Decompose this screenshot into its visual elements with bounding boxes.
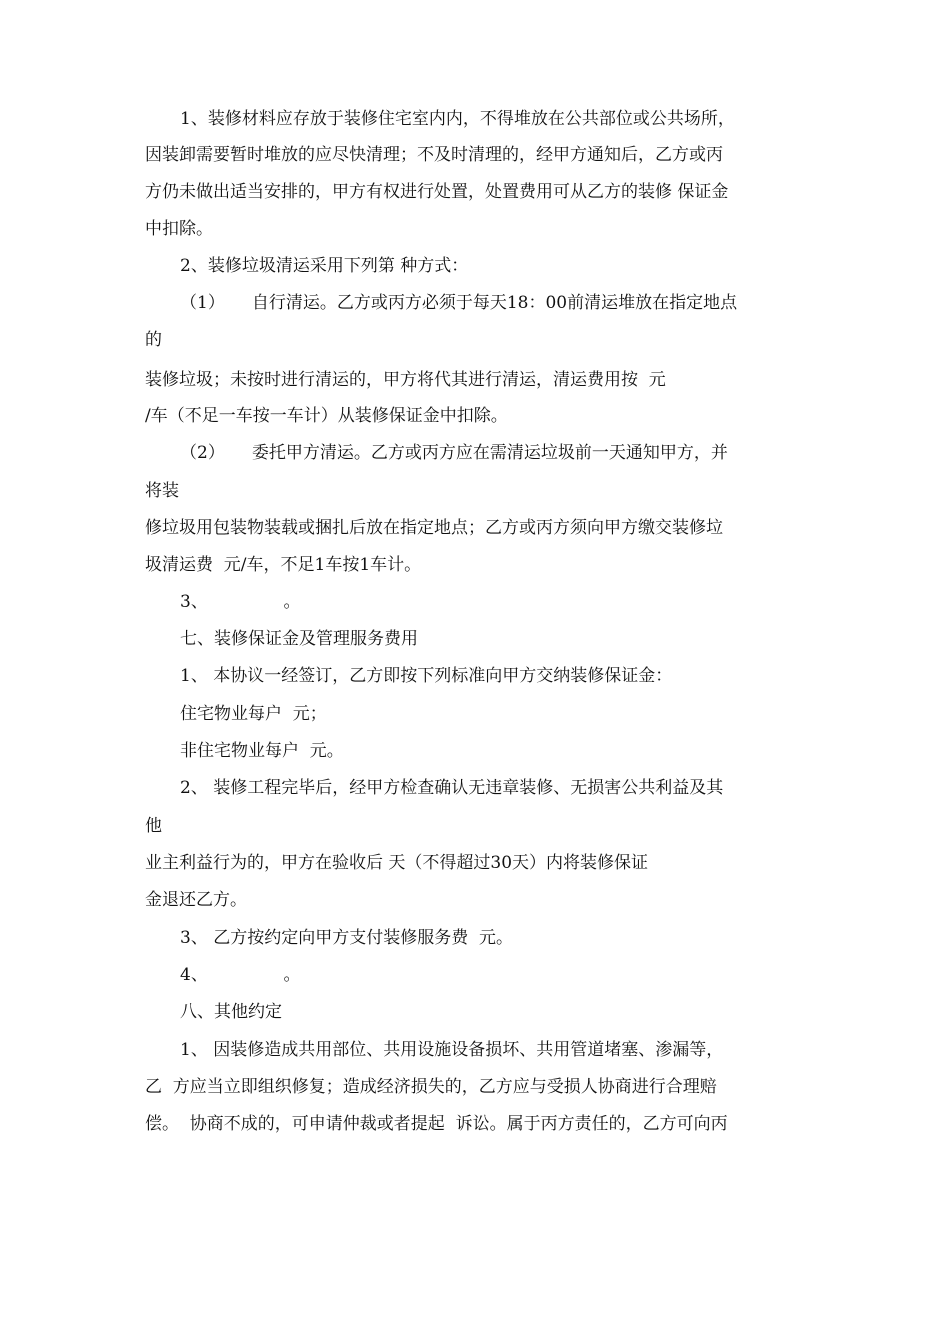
paragraph-line: 他 xyxy=(145,816,162,836)
section-heading: 八、其他约定 xyxy=(180,1002,282,1022)
paragraph-line: 3、 。 xyxy=(180,592,301,612)
paragraph-line: 2、 装修工程完毕后，经甲方检查确认无违章装修、无损害公共利益及其 xyxy=(180,778,724,798)
paragraph-line: （2） 委托甲方清运。乙方或丙方应在需清运垃圾前一天通知甲方，并 xyxy=(180,443,728,463)
paragraph-line: 2、装修垃圾清运采用下列第 种方式： xyxy=(180,256,469,276)
paragraph-line: 1、 本协议一经签订，乙方即按下列标准向甲方交纳装修保证金： xyxy=(180,666,673,686)
section-heading: 七、装修保证金及管理服务费用 xyxy=(180,629,418,649)
paragraph-line: 住宅物业每户 元； xyxy=(180,704,327,724)
paragraph-line: 业主利益行为的，甲方在验收后 天（不得超过30天）内将装修保证 xyxy=(145,853,649,873)
paragraph-line: 乙 方应当立即组织修复；造成经济损失的，乙方应与受损人协商进行合理赔 xyxy=(145,1077,717,1097)
paragraph-line: 圾清运费 元/车，不足1车按1车计。 xyxy=(145,555,422,575)
paragraph-line: 3、 乙方按约定向甲方支付装修服务费 元。 xyxy=(180,928,514,948)
paragraph-line: 非住宅物业每户 元。 xyxy=(180,741,344,761)
paragraph-line: 方仍未做出适当安排的，甲方有权进行处置，处置费用可从乙方的装修 保证金 xyxy=(145,182,729,202)
paragraph-line: 1、装修材料应存放于装修住宅室内内，不得堆放在公共部位或公共场所， xyxy=(180,109,735,129)
paragraph-line: 1、 因装修造成共用部位、共用设施设备损坏、共用管道堵塞、渗漏等， xyxy=(180,1040,724,1060)
paragraph-line: 金退还乙方。 xyxy=(145,890,247,910)
paragraph-line: 将装 xyxy=(145,481,179,501)
paragraph-line: 中扣除。 xyxy=(145,219,213,239)
paragraph-line: 装修垃圾；未按时进行清运的，甲方将代其进行清运，清运费用按 元 xyxy=(145,370,666,390)
paragraph-line: 4、 。 xyxy=(180,965,301,985)
paragraph-line: 的 xyxy=(145,330,162,350)
paragraph-line: /车（不足一车按一车计）从装修保证金中扣除。 xyxy=(145,406,508,426)
paragraph-line: 因装卸需要暂时堆放的应尽快清理；不及时清理的，经甲方通知后，乙方或丙 xyxy=(145,145,723,165)
paragraph-line: 修垃圾用包装物装载或捆扎后放在指定地点；乙方或丙方须向甲方缴交装修垃 xyxy=(145,518,723,538)
paragraph-line: 偿。 协商不成的，可申请仲裁或者提起 诉讼。属于丙方责任的，乙方可向丙 xyxy=(145,1114,728,1134)
paragraph-line: （1） 自行清运。乙方或丙方必须于每天18：00前清运堆放在指定地点 xyxy=(180,293,738,313)
